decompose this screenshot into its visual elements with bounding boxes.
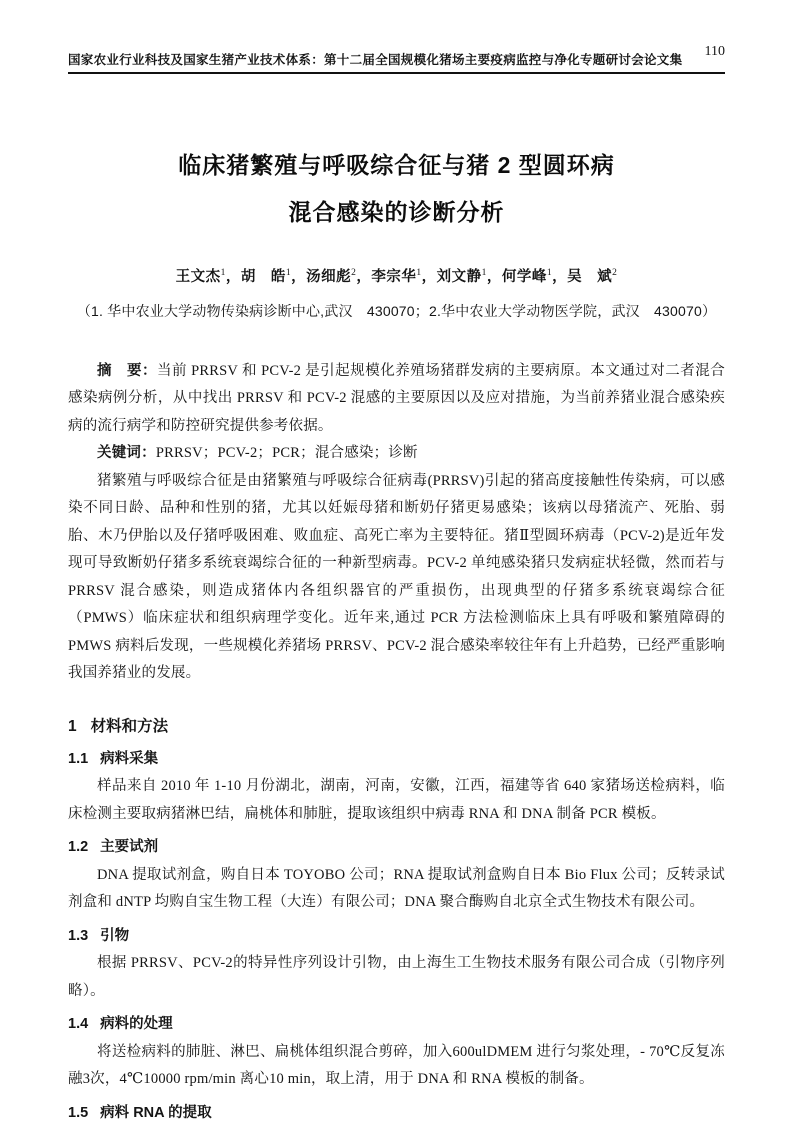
affiliation: （1. 华中农业大学动物传染病诊断中心,武汉 430070；2.华中农业大学动物医学院，武汉 430070） bbox=[76, 302, 717, 319]
author-name: 汤细彪$^2$ bbox=[306, 268, 357, 285]
section-title: 病料采集 bbox=[100, 750, 159, 767]
article-title bbox=[68, 142, 725, 236]
author-affiliation-marker: 1 bbox=[220, 268, 226, 278]
abstract-text: 当前 PRRSV 和 PCV-2 是引起规模化养殖场猪群发病的主要病原。本文通过对二者混合感染病例分析，从中找出 PRRSV 和 PCV-2 混感的主要原因以及应对措施，为当前养猪业混合感染疾病的流行病学和防控研究提供参考依据。 bbox=[68, 362, 725, 434]
section-heading-1.2 bbox=[68, 834, 725, 862]
section-heading-1.4 bbox=[68, 1011, 725, 1039]
keywords-text: PRRSV；PCV-2；PCR；混合感染；诊断 bbox=[155, 445, 418, 462]
abstract bbox=[68, 358, 725, 441]
section-number: 1.2 bbox=[68, 839, 89, 856]
author-name: 胡 皓$^1$ bbox=[240, 268, 292, 285]
section-number: 1.1 bbox=[68, 750, 89, 767]
header-rule bbox=[68, 72, 725, 74]
abstract-block bbox=[68, 358, 725, 468]
author-affiliation-marker: 1 bbox=[481, 268, 487, 278]
section-title: 主要试剂 bbox=[100, 839, 159, 856]
keywords-label: 关键词： bbox=[97, 445, 156, 462]
section-paragraph-1.1: 样品来自 2010 年 1-10 月份湖北，湖南，河南，安徽，江西，福建等省 640 家猪场送检病料，临床检测主要取病猪淋巴结，扁桃体和肺脏，提取该组织中病毒 RNA 和 DNA 制备 PCR 模板。 bbox=[68, 778, 725, 822]
section-title: 病料 RNA 的提取 bbox=[100, 1104, 212, 1121]
section-heading-1.1 bbox=[68, 746, 725, 774]
author-name: 李宗华$^1$ bbox=[371, 268, 422, 285]
article-title-line1: 临床猪繁殖与呼吸综合征与猪 2 型圆环病 bbox=[178, 152, 615, 178]
section-number: 1.4 bbox=[68, 1016, 89, 1033]
section-paragraph-1.4: 将送检病料的肺脏、淋巴、扁桃体组织混合剪碎，加入600ulDMEM 进行匀浆处理，- 70℃反复冻融3次，4℃10000 rpm/min 离心10 min，取上清，用于 DNA 和 RNA 模板的制备。 bbox=[68, 1043, 725, 1088]
page-header bbox=[68, 44, 725, 74]
proceedings-title: 国家农业行业科技及国家生猪产业技术体系：第十二届全国规模化猪场主要疫病监控与净化专题研讨会论文集 bbox=[68, 53, 683, 67]
section-heading-1.3 bbox=[68, 923, 725, 951]
section-number: 1.3 bbox=[68, 927, 89, 944]
author-name: 刘文静$^1$ bbox=[436, 268, 487, 285]
section-title: 引物 bbox=[100, 927, 130, 944]
author-affiliation-marker: 2 bbox=[351, 268, 357, 278]
author-affiliation-marker: 1 bbox=[285, 268, 292, 278]
author-name: 王文杰$^1$ bbox=[175, 268, 226, 285]
section-title: 病料的处理 bbox=[100, 1016, 173, 1033]
section-paragraph-1.2: DNA 提取试剂盒，购自日本 TOYOBO 公司；RNA 提取试剂盒购自日本 Bio Flux 公司；反转录试剂盒和 dNTP 均购自宝生物工程（大连）有限公司；DNA 聚合酶购自北京全式生物技术有限公司。 bbox=[68, 866, 725, 911]
page-number: 110 bbox=[704, 44, 725, 59]
author-name: 何学峰$^1$ bbox=[501, 268, 553, 285]
header-row bbox=[68, 44, 725, 68]
article-title-line2: 混合感染的诊断分析 bbox=[288, 199, 505, 225]
section-heading-1.5 bbox=[68, 1100, 725, 1122]
sections-container bbox=[68, 713, 725, 1122]
section-heading-1 bbox=[68, 713, 725, 740]
introduction-paragraph: 猪繁殖与呼吸综合征是由猪繁殖与呼吸综合征病毒(PRRSV)引起的猪高度接触性传染病，可以感染不同日龄、品种和性别的猪，尤其以妊娠母猪和断奶仔猪更易感染；该病以母猪流产、死胎、弱胎、木乃伊胎以及仔猪呼吸困难、败血症、高死亡率为主要特征。猪Ⅱ型圆环病毒（PCV-2)是近年发现可导致断奶仔猪多系统衰竭综合征的一种新型病毒。PCV-2 单纯感染猪只发病症状轻微，然而若与 PRRSV 混合感染，则造成猪体内各组织器官的严重损伤，出现典型的仔猪多系统衰竭综合征（PMWS）临床症状和组织病理学变化。近年来,通过 PCR 方法检测临床上具有呼吸和繁殖障碍的 PMWS 病料后发现，一些规模化养猪场 PRRSV、PCV-2 混合感染率较往年有上升趋势，已经严重影响我国养猪业的发展。 bbox=[68, 472, 725, 682]
keywords bbox=[68, 440, 725, 468]
author-affiliation-marker: 2 bbox=[612, 268, 618, 278]
author-list: 王文杰$^1$，胡 皓$^1$，汤细彪$^2$，李宗华$^1$，刘文静$^1$，何学峰$^1$，吴 斌$^2$ bbox=[175, 268, 618, 285]
section-number: 1 bbox=[68, 717, 77, 735]
author-affiliation-marker: 1 bbox=[416, 268, 422, 278]
abstract-label: 摘 要： bbox=[97, 362, 158, 379]
section-number: 1.5 bbox=[68, 1104, 89, 1121]
author-affiliation-marker: 1 bbox=[546, 268, 553, 278]
section-title: 材料和方法 bbox=[90, 717, 169, 735]
author-name: 吴 斌$^2$ bbox=[567, 268, 618, 285]
section-paragraph-1.3: 根据 PRRSV、PCV-2的特异性序列设计引物，由上海生工生物技术服务有限公司合成（引物序列略）。 bbox=[68, 955, 725, 999]
